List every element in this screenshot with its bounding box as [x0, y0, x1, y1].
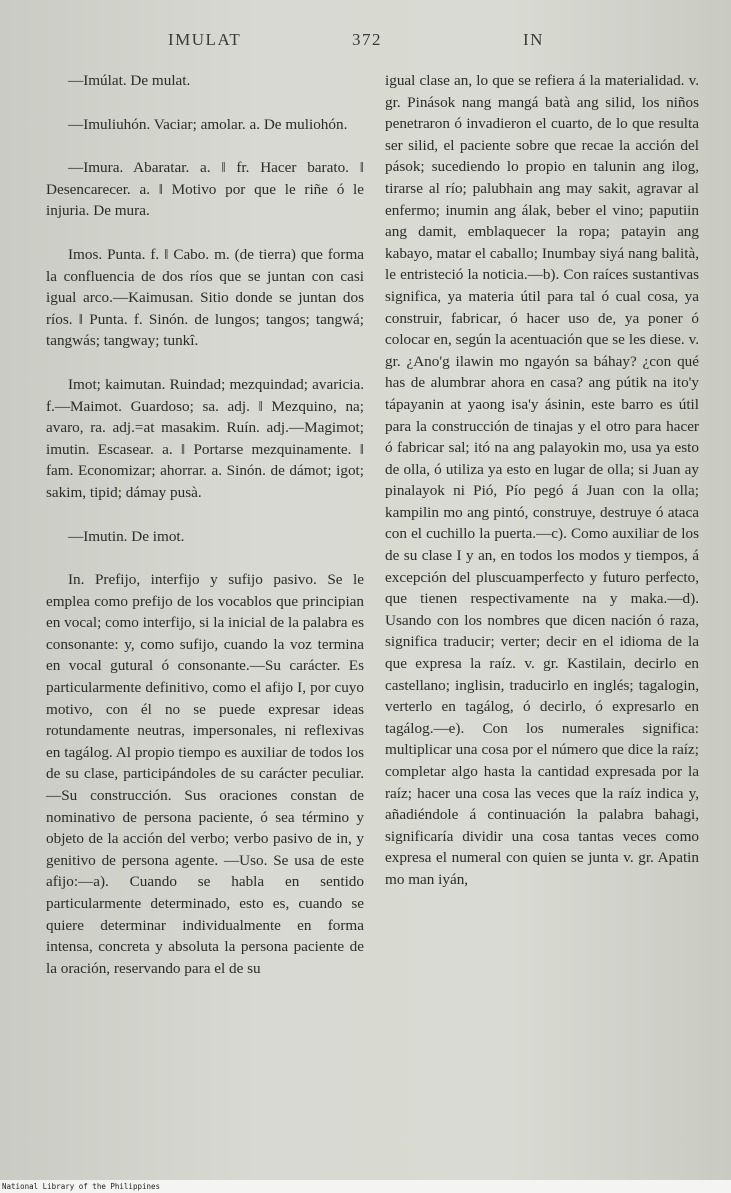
- entry-imura: —Imura. Abaratar. a. ‖ fr. Hacer barato. ‖ Desencarecer. a. ‖ Motivo por que le riñe ó le injuria. De mura.: [46, 159, 364, 220]
- entry-in-continued: igual clase an, lo que se refiera á la materialidad. v. gr. Pinások nang mangá batà ang silid, los niños penetraron ó invadieron el cuarto, de lo que resulta ser silid, el paciente sobre que recae la acción del pások; sucediendo lo propio en talunin ang ilog, tirarse al río; palubhain ang may sakit, agravar al enfermo; inumin ang álak, beber el vino; paputiin ang damit, emblaquecer la ropa; patayin ang kabayo, matar el caballo; Inumbay siyá nang balità, le entristeció la noticia.—b). Con raíces sustantivas significa, ya materia útil para tal ó cual cosa, ya construir, fabricar, ó hacer uso de, ya poner ó colocar en, según la acentuación que se les diese. v. gr. ¿Ano'g ilawin mo ngayón sa báhay? ¿con qué has de alumbrar ahora en casa? ang pútik na ito'y tápayanin at yaong isa'y ásinin, este barro es útil para la construcción de tinajas y el otro para hacer ó fabricar sal; itó na ang palayokin mo, usa ya esto de olla, ó utiliza ya esto en lugar de olla; si Juan ay pinalayok ni Pió, Pío pegó á Juan con la olla; kampilin mo ang pintó, construye, destruye ó ataca con el cuchillo la puerta.—c). Como auxiliar de los de su clase I y an, en todos los modos y tiempos, á excepción del pluscuamperfecto y futuro perfecto, que tienen respectivamente na y maka.—d). Usando con los nombres que dicen nación ó raza, significa traducir; verter; decir en el idioma de la que expresa la raíz. v. gr. Kastilain, decirlo en castellano; inglisin, traducirlo en inglés; tagalogin, verterlo en tagálog, ó decirlo, ó expresarlo en tagálog.—e). Con los numerales significa: multiplicar una cosa por el número que dice la raíz; completar algo hasta la cantidad expresada por la raíz; hacer una cosa las veces que la raíz indica y, añadiéndole á continuación la palabra bahagi, significaría dividir una cosa tantas veces como expresa el numeral con quien se junta v. gr. Apatin mo man iyán,: [385, 72, 699, 888]
- running-header: [0, 30, 731, 54]
- library-footer: National Library of the Philippines: [0, 1180, 731, 1193]
- header-right-word: IN: [523, 30, 544, 49]
- entry-imos: Imos. Punta. f. ‖ Cabo. m. (de tierra) que forma la confluencia de dos ríos que se juntan con casi igual arco.—Kaimusan. Sitio donde se juntan dos ríos. ‖ Punta. f. Sinón. de lungos; tangos; tangwá; tangwás; tangway; tunkî.: [46, 245, 364, 350]
- entry-in: In. Prefijo, interfijo y sufijo pasivo. Se le emplea como prefijo de los vocablos que principian en vocal; como interfijo, si la inicial de la palabra es consonante: y, como sufijo, cuando la voz termina en vocal gutural ó consonante.—Su carácter. Es particularmente definitivo, como el afijo I, por cuyo motivo, con él no se puede expresar ideas rotundamente neutras, impersonales, ni reflexivas en tagálog. Al propio tiempo es auxiliar de todos los de su clase, participándoles de su carácter peculiar.—Su construcción. Sus oraciones constan de nominativo de persona paciente, ó sea término y objeto de la acción del verbo; verbo pasivo de in, y genitivo de persona agente. —Uso. Se usa de este afijo:—a). Cuando se habla en sentido particularmente determinado, esto es, cuando se quiere determinar individualmente en forma intensa, concreta y absoluta la persona paciente de la oración, reservando para el de su: [46, 571, 364, 977]
- header-left-word: IMULAT: [168, 30, 242, 49]
- right-column: [385, 70, 699, 891]
- entry-imutin: —Imutin. De imot.: [68, 527, 185, 545]
- page-number: 372: [352, 30, 382, 49]
- entry-imuliuhon: —Imuliuhón. Vaciar; amolar. a. De muliohón.: [68, 115, 348, 133]
- left-column: [46, 70, 364, 979]
- entry-imot: Imot; kaimutan. Ruindad; mezquindad; avaricia. f.—Maimot. Guardoso; sa. adj. ‖ Mezquino, na; avaro, ra. adj.=at masakim. Ruín. adj.—Magimot; imutin. Escasear. a. ‖ Portarse mezquinamente. ‖ fam. Economizar; ahorrar. a. Sinón. de dámot; igot; sakim, tipid; dámay pusà.: [46, 375, 364, 501]
- entry-imulat: —Imúlat. De mulat.: [68, 72, 191, 89]
